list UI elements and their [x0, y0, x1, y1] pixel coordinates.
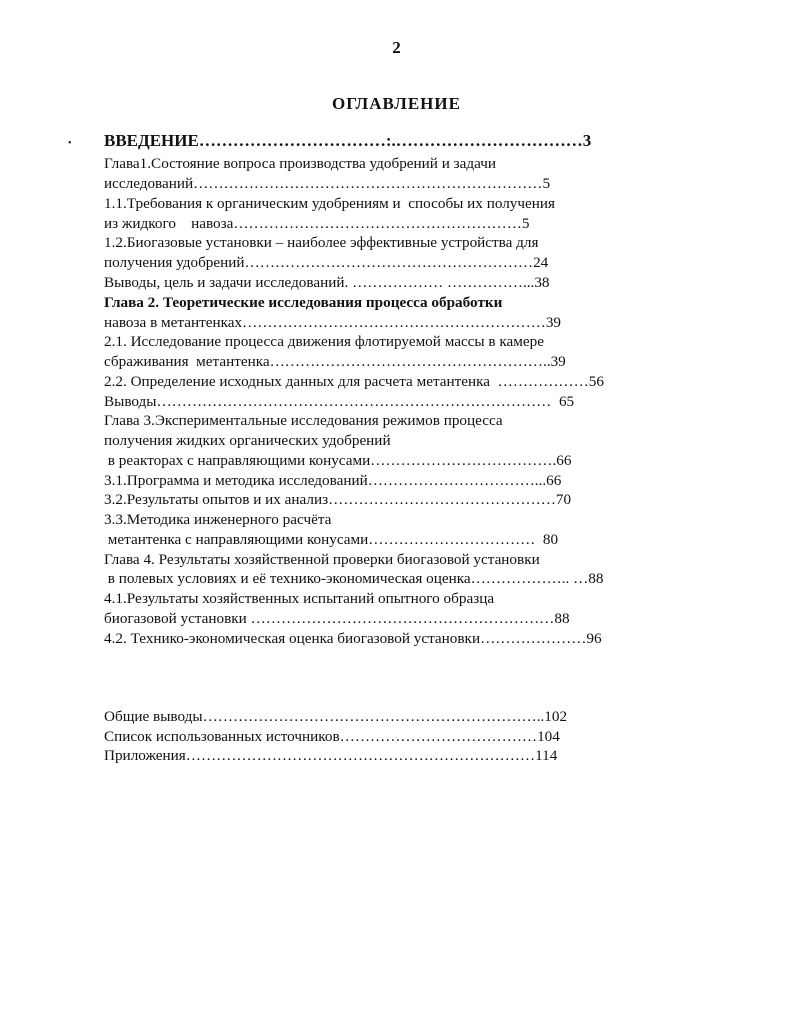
- toc-line: из жидкого навоза…………………………………………………5: [104, 215, 530, 232]
- toc-line: 2.2. Определение исходных данных для расчета метантенка ………………56: [104, 373, 604, 390]
- toc-line-appendices: Приложения……………………………………………………………114: [104, 747, 558, 764]
- toc-line: 1.1.Требования к органическим удобрениям и способы их получения: [104, 195, 556, 212]
- toc-line: получения удобрений…………………………………………………24: [104, 254, 549, 271]
- toc-line: навоза в метантенках……………………………………………………39: [104, 314, 562, 331]
- bullet-mark-icon: •: [68, 138, 72, 149]
- toc-line: получения жидких органических удобрений: [104, 432, 391, 449]
- toc-line: Выводы…………………………………………………………………… 65: [104, 393, 575, 410]
- page-number: 2: [392, 38, 401, 57]
- toc-line: исследований……………………………………………………………5: [104, 175, 551, 192]
- toc-line: 2.1. Исследование процесса движения флотируемой массы в камере: [104, 333, 544, 350]
- toc-line: 3.1.Программа и методика исследований……………………………...66: [104, 472, 562, 489]
- toc-line-introduction: ВВЕДЕНИЕ……………………………:.……………………………3: [104, 131, 592, 150]
- page-title: ОГЛАВЛЕНИЕ: [332, 94, 461, 113]
- toc-line-conclusions: Общие выводы…………………………………………………………..102: [104, 708, 568, 725]
- toc-line: Глава 3.Экспериментальные исследования режимов процесса: [104, 412, 503, 429]
- toc-line: биогазовой установки ……………………………………………………88: [104, 610, 570, 627]
- toc-line: 1.2.Биогазовые установки – наиболее эффективные устройства для: [104, 234, 539, 251]
- toc-line: в полевых условиях и её технико-экономическая оценка……………….. …88: [104, 570, 604, 587]
- toc-line: метантенка с направляющими конусами…………………………… 80: [104, 531, 559, 548]
- toc-line: Глава 2. Теоретические исследования процесса обработки: [104, 294, 503, 311]
- toc-line: Глава 4. Результаты хозяйственной проверки биогазовой установки: [104, 551, 540, 568]
- toc-line: 3.2.Результаты опытов и их анализ………………………………………70: [104, 491, 572, 508]
- toc-line: 3.3.Методика инженерного расчёта: [104, 511, 332, 528]
- toc-line: 4.1.Результаты хозяйственных испытаний опытного образца: [104, 590, 495, 607]
- toc-line: 4.2. Технико-экономическая оценка биогазовой установки…………………96: [104, 630, 602, 647]
- toc-line: в реакторах с направляющими конусами……………………………….66: [104, 452, 572, 469]
- toc-line: Глава1.Состояние вопроса производства удобрений и задачи: [104, 155, 497, 172]
- toc-line: сбраживания метантенка………………………………………………..39: [104, 353, 566, 370]
- toc-line: Выводы, цель и задачи исследований. ……………… ……………...38: [104, 274, 550, 291]
- toc-line-references: Список использованных источников…………………………………104: [104, 728, 560, 745]
